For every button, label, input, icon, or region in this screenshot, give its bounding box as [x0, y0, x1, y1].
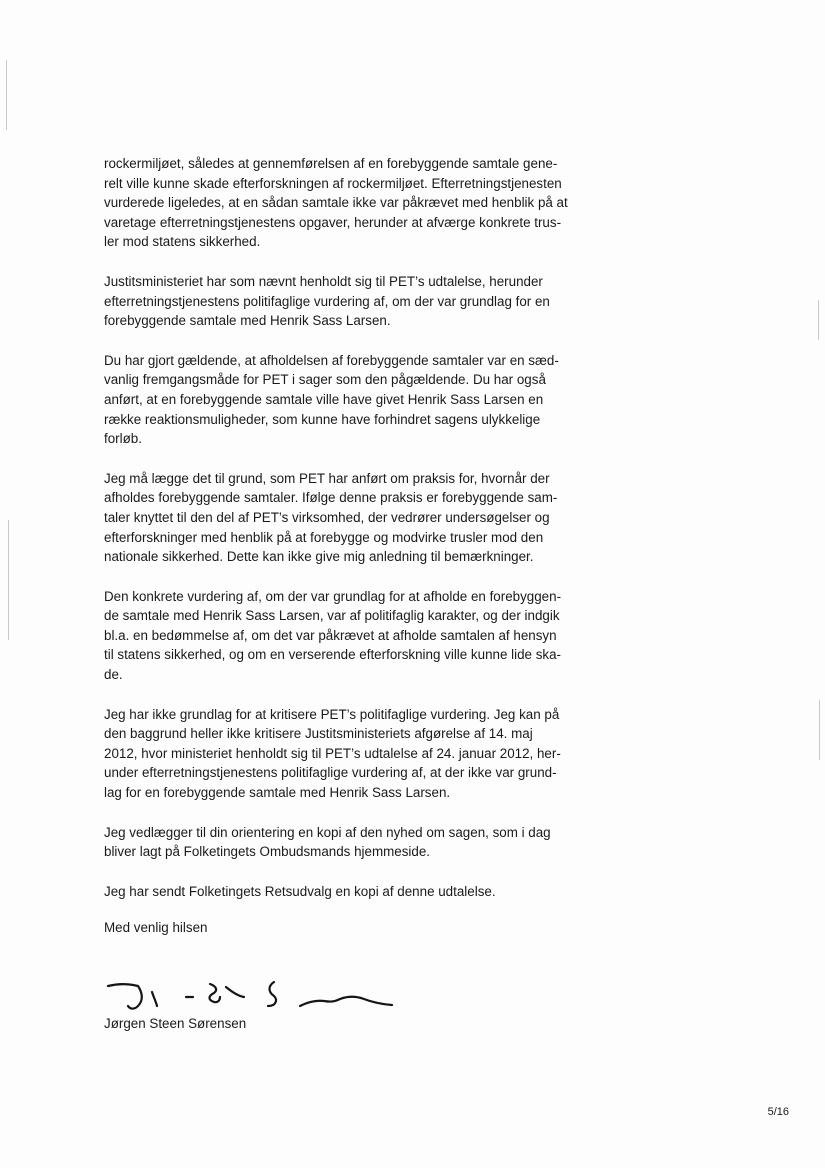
text-line: rockermiljøet, således at gennemførelsen af en forebyggende samtale gene-: [104, 156, 558, 171]
page-number: 5/16: [767, 1106, 789, 1118]
text-line: til statens sikkerhed, og om en verserende efterforskning ville kunne lide ska-: [104, 647, 562, 663]
text-line: relt ville kunne skade efterforskningen af rockermiljøet. Efterretningstjenesten: [104, 175, 562, 191]
text-line: forløb.: [104, 431, 142, 447]
signatory-name: Jørgen Steen Sørensen: [104, 1016, 247, 1031]
text-line: Jeg har sendt Folketingets Retsudvalg en kopi af denne udtalelse.: [104, 883, 496, 899]
text-line: Du har gjort gældende, at afholdelsen af forebyggende samtaler var en sæd-: [104, 352, 559, 368]
paragraph: [104, 272, 594, 331]
text-line: afholdes forebyggende samtaler. Ifølge denne praksis er forebyggende sam-: [104, 490, 558, 506]
scan-edge-mark: [819, 700, 820, 760]
paragraph: [104, 587, 594, 685]
text-line: vanlig fremgangsmåde for PET i sager som den pågældende. Du har også: [104, 372, 546, 388]
text-line: lag for en forebyggende samtale med Henrik Sass Larsen.: [104, 785, 451, 801]
scan-edge-mark: [818, 300, 819, 340]
paragraph: [104, 705, 594, 803]
text-line: række reaktionsmuligheder, som kunne have forhindret sagens ulykkelige: [104, 411, 541, 427]
text-line: nationale sikkerhed. Dette kan ikke give mig anledning til bemærkninger.: [104, 549, 534, 565]
text-line: efterforskninger med henblik på at forebygge og modvirke trusler mod den: [104, 529, 544, 545]
text-line: forebyggende samtale med Henrik Sass Larsen.: [104, 313, 391, 329]
text-line: Jeg må lægge det til grund, som PET har anført om praksis for, hvornår der: [104, 470, 550, 486]
text-line: vurderede ligeledes, at en sådan samtale ikke var påkrævet med henblik på at: [104, 195, 568, 211]
letter-body: [104, 154, 594, 921]
closing-greeting: Med venlig hilsen: [104, 920, 208, 935]
paragraph: [104, 469, 594, 567]
text-line: bliver lagt på Folketingets Ombudsmands hjemmeside.: [104, 844, 430, 860]
text-line: taler knyttet til den del af PET’s virksomhed, der vedrører undersøgelser og: [104, 509, 550, 525]
text-line: under efterretningstjenestens politifaglige vurdering af, at der ikke var grund-: [104, 765, 557, 781]
text-line: ler mod statens sikkerhed.: [104, 234, 261, 250]
text-line: anført, at en forebyggende samtale ville have givet Henrik Sass Larsen en: [104, 391, 544, 407]
text-line: Den konkrete vurdering af, om der var grundlag for at afholde en forebyggen-: [104, 588, 562, 604]
paragraph: [104, 823, 594, 862]
text-line: de.: [104, 667, 123, 683]
scan-edge-mark: [8, 520, 9, 640]
text-line: Justitsministeriet har som nævnt henholdt sig til PET’s udtalelse, herunder: [104, 273, 543, 289]
text-line: efterretningstjenestens politifaglige vurdering af, om der var grundlag for en: [104, 293, 550, 309]
paragraph: [104, 154, 594, 252]
text-line: bl.a. en bedømmelse af, om det var påkrævet at afholde samtalen af hensyn: [104, 627, 557, 643]
text-line: de samtale med Henrik Sass Larsen, var af politifaglig karakter, og der indgik: [104, 608, 560, 624]
text-line: 2012, hvor ministeriet henholdt sig til PET’s udtalelse af 24. januar 2012, her-: [104, 745, 561, 761]
paragraph: [104, 351, 594, 449]
scan-edge-mark: [6, 60, 7, 130]
paragraph: [104, 882, 594, 902]
text-line: varetage efterretningstjenestens opgaver, herunder at afværge konkrete trus-: [104, 214, 562, 230]
text-line: Jeg vedlægger til din orientering en kopi af den nyhed om sagen, som i dag: [104, 824, 551, 840]
text-line: Jeg har ikke grundlag for at kritisere PET’s politifaglige vurdering. Jeg kan på: [104, 706, 560, 722]
text-line: den baggrund heller ikke kritisere Justitsministeriets afgørelse af 14. maj: [104, 726, 533, 742]
